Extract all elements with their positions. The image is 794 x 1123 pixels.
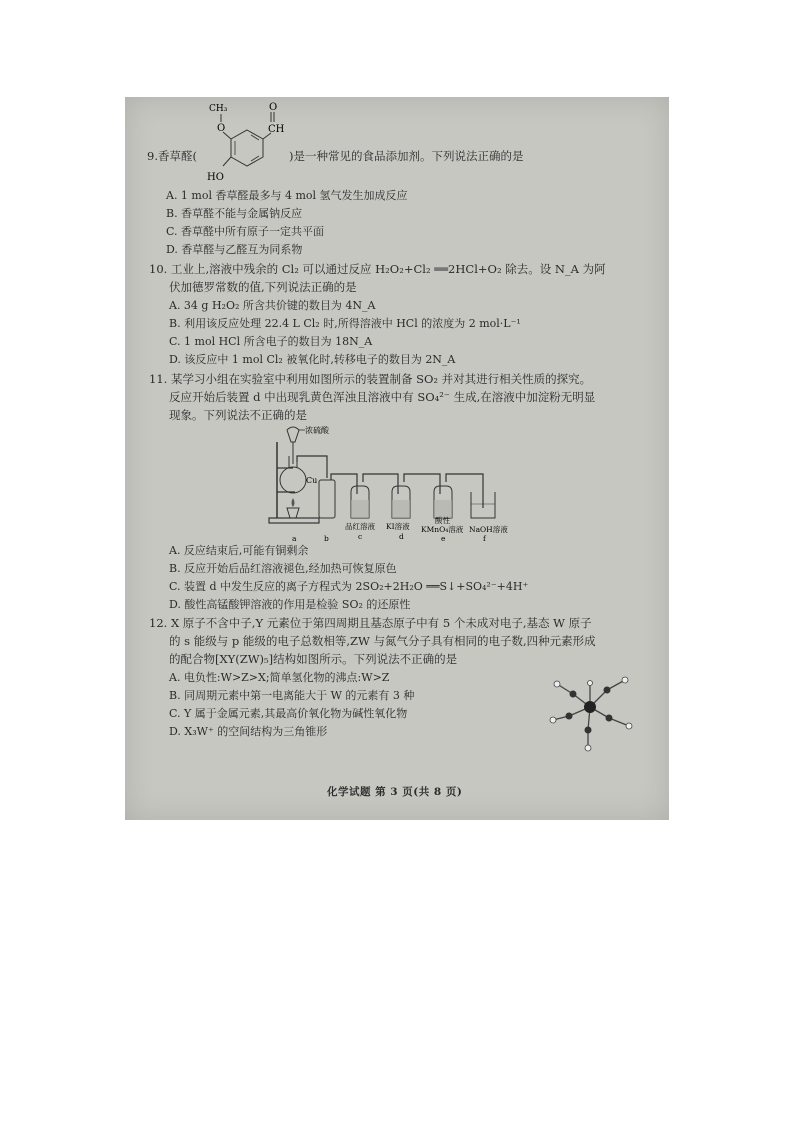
- q11-stem-line2: 反应开始后装置 d 中出现乳黄色浑浊且溶液中有 SO₄²⁻ 生成,在溶液中加淀粉无明显: [169, 390, 596, 404]
- q9-option-c: C. 香草醛中所有原子一定共平面: [166, 225, 325, 238]
- alcohol-burner: [287, 508, 299, 518]
- q10-option-c: C. 1 mol HCl 所含电子的数目为 18N_A: [169, 335, 373, 348]
- reagent-e-label-line2: KMnO₄溶液: [421, 525, 464, 534]
- q9-option-b: B. 香草醛不能与金属钠反应: [166, 207, 303, 220]
- central-atom-ball: [584, 701, 596, 713]
- carbon-ball: [566, 713, 573, 720]
- q12-stem-line1: 12. X 原子不含中子,Y 元素位于第四周期且基态原子中有 5 个未成对电子,基态 W 原子: [149, 616, 592, 630]
- letter-c: c: [358, 532, 363, 541]
- q12-option-d: D. X₃W⁺ 的空间结构为三角锥形: [169, 725, 328, 738]
- page-footer: 化学试题 第 3 页(共 8 页): [327, 786, 463, 798]
- bottle-b: [319, 480, 335, 518]
- oxygen-ball: [622, 677, 628, 683]
- letter-d: d: [399, 532, 404, 541]
- q9-option-a: A. 1 mol 香草醛最多与 4 mol 氢气发生加成反应: [166, 189, 408, 202]
- round-flask: [280, 467, 306, 493]
- apparatus-diagram: [265, 422, 535, 544]
- complex-ball-stick-model: [545, 672, 640, 757]
- q10-option-d: D. 该反应中 1 mol Cl₂ 被氧化时,转移电子的数目为 2N_A: [169, 353, 456, 366]
- carbon-ball: [604, 687, 611, 694]
- reagent-f-label: NaOH溶液: [469, 525, 508, 534]
- letter-b: b: [324, 534, 329, 543]
- carbon-ball: [570, 691, 577, 698]
- carbon-ball: [585, 727, 592, 734]
- oxygen-ball: [585, 745, 591, 751]
- letter-e: e: [441, 534, 446, 543]
- letter-f: f: [483, 534, 486, 543]
- reagent-d-label: KI溶液: [386, 522, 410, 531]
- oxygen-ball: [550, 717, 556, 723]
- q12-option-a: A. 电负性:W>Z>X;简单氢化物的沸点:W>Z: [169, 671, 390, 684]
- q12-option-b: B. 同周期元素中第一电离能大于 W 的元素有 3 种: [169, 689, 415, 702]
- q9-stem-suffix: )是一种常见的食品添加剂。下列说法正确的是: [289, 149, 524, 163]
- carbonyl-oxygen-label: O: [269, 102, 278, 113]
- reagent-c-label: 品红溶液: [345, 522, 375, 531]
- q12-stem-line2: 的 s 能级与 p 能级的电子总数相等,ZW 与氮气分子具有相同的电子数,四种元素形成: [169, 634, 596, 648]
- ether-oxygen-label: O: [217, 123, 226, 134]
- stand-base: [269, 518, 319, 523]
- methyl-label: CH₃: [209, 104, 228, 114]
- q10-option-b: B. 利用该反应处理 22.4 L Cl₂ 时,所得溶液中 HCl 的浓度为 2 mol·L⁻¹: [169, 317, 521, 330]
- q12-option-c: C. Y 属于金属元素,其最高价氧化物为碱性氧化物: [169, 707, 408, 720]
- vanillin-structure: [185, 100, 300, 185]
- q12-stem-line3: 的配合物[XY(ZW)₅]结构如图所示。下列说法不正确的是: [169, 652, 458, 666]
- cu-label: Cu: [306, 476, 318, 485]
- q11-option-b: B. 反应开始后品红溶液褪色,经加热可恢复原色: [169, 562, 397, 575]
- q10-stem-line2: 伏加德罗常数的值,下列说法正确的是: [169, 280, 357, 294]
- q11-option-d: D. 酸性高锰酸钾溶液的作用是检验 SO₂ 的还原性: [169, 598, 411, 611]
- q11-stem-line3: 现象。下列说法不正确的是: [169, 408, 307, 422]
- q11-stem-line1: 11. 某学习小组在实验室中利用如图所示的装置制备 SO₂ 并对其进行相关性质的探究。: [149, 372, 592, 386]
- q9-stem-prefix: 9.香草醛(: [147, 149, 197, 163]
- q10-stem-line1: 10. 工业上,溶液中残余的 Cl₂ 可以通过反应 H₂O₂+Cl₂ ══2HCl+O₂ 除去。设 N_A 为阿: [149, 262, 606, 276]
- hydroxy-label: HO: [207, 172, 224, 183]
- oxygen-ball: [554, 681, 560, 687]
- oxygen-ball: [626, 723, 632, 729]
- aldehyde-ch-label: CH: [268, 124, 285, 135]
- carbon-ball: [606, 715, 613, 722]
- q10-option-a: A. 34 g H₂O₂ 所含共价键的数目为 4N_A: [169, 299, 376, 312]
- q11-option-c: C. 装置 d 中发生反应的离子方程式为 2SO₂+2H₂O ══S↓+SO₄²⁻+4H⁺: [169, 580, 529, 593]
- q11-option-a: A. 反应结束后,可能有铜剩余: [169, 544, 309, 557]
- reagent-e-label-line1: 酸性: [435, 516, 450, 525]
- q9-option-d: D. 香草醛与乙醛互为同系物: [166, 243, 303, 256]
- separatory-funnel: [287, 427, 299, 442]
- letter-a: a: [292, 534, 297, 543]
- acid-label: 浓硫酸: [305, 426, 329, 435]
- flame: [292, 498, 295, 507]
- hydrogen-ball: [588, 681, 593, 686]
